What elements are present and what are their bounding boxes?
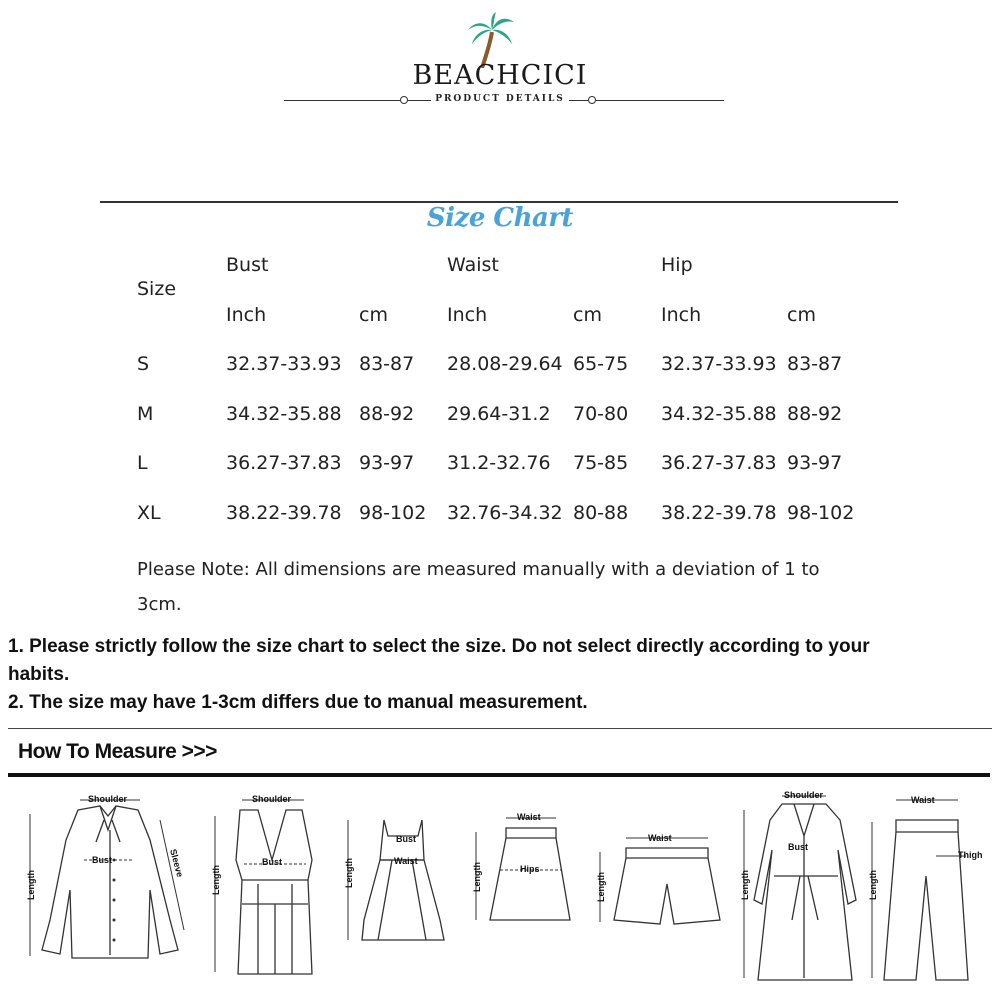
length-label: Length: [211, 865, 221, 895]
size-chart-title: Size Chart: [426, 203, 574, 233]
table-cell: 34.32-35.88: [226, 403, 342, 425]
table-cell: 93-97: [787, 452, 843, 474]
unit-header: Inch: [226, 304, 267, 326]
table-cell: 38.22-39.78: [226, 502, 342, 524]
table-cell: 83-87: [787, 353, 843, 375]
table-cell: 75-85: [573, 452, 629, 474]
size-header: Size: [137, 278, 177, 300]
table-cell: 32.37-33.93: [226, 353, 342, 375]
hip-header: Hip: [661, 254, 693, 276]
waist-label: Waist: [648, 833, 672, 843]
table-cell: 70-80: [573, 403, 629, 425]
length-label: Length: [472, 862, 482, 892]
table-cell: 98-102: [359, 502, 427, 524]
table-cell: 88-92: [359, 403, 415, 425]
how-to-measure-title: How To Measure >>>: [18, 740, 217, 763]
length-label: Length: [868, 870, 878, 900]
skirt-diagram: [472, 812, 570, 920]
how-to-measure-rule: [8, 773, 990, 777]
brand-name: BEACHCICI: [412, 60, 588, 91]
bust-label: Bust: [788, 842, 808, 852]
shoulder-label: Shoulder: [88, 794, 128, 804]
dress-diagram: [344, 820, 444, 940]
table-cell: 28.08-29.64: [447, 353, 563, 375]
unit-header: Inch: [447, 304, 488, 326]
table-cell: 32.37-33.93: [661, 353, 777, 375]
trousers-diagram: [868, 795, 983, 980]
table-cell: 93-97: [359, 452, 415, 474]
length-label: Length: [596, 872, 606, 902]
measurement-note: Please Note: All dimensions are measured manually with a deviation of 1 to: [137, 559, 820, 580]
bust-label: Bust: [262, 857, 282, 867]
unit-header: cm: [359, 304, 388, 326]
unit-header: Inch: [661, 304, 702, 326]
instruction-1-cont: habits.: [8, 664, 70, 685]
table-cell: 34.32-35.88: [661, 403, 777, 425]
bust-label: Bust: [396, 834, 416, 844]
unit-header: cm: [573, 304, 602, 326]
size-label: XL: [137, 502, 161, 524]
waist-label: Waist: [394, 856, 418, 866]
hips-label: Hips: [520, 864, 540, 874]
waist-header: Waist: [447, 254, 499, 276]
table-cell: 29.64-31.2: [447, 403, 551, 425]
bust-label: Bust: [92, 855, 112, 865]
measurement-diagrams: [0, 780, 1000, 1000]
table-cell: 65-75: [573, 353, 629, 375]
sleeve-label: Sleeve: [168, 847, 186, 879]
blouse-diagram: [26, 794, 185, 958]
length-label: Length: [740, 870, 750, 900]
size-label: M: [137, 403, 154, 425]
waist-label: Waist: [517, 812, 541, 822]
table-cell: 83-87: [359, 353, 415, 375]
table-cell: 88-92: [787, 403, 843, 425]
table-cell: 32.76-34.32: [447, 502, 563, 524]
table-cell: 31.2-32.76: [447, 452, 551, 474]
table-cell: 38.22-39.78: [661, 502, 777, 524]
tank-top-diagram: [211, 794, 312, 974]
instruction-1: 1. Please strictly follow the size chart to select the size. Do not select directly according to your: [8, 636, 870, 657]
table-cell: 98-102: [787, 502, 855, 524]
shorts-diagram: [596, 833, 720, 924]
coat-diagram: [740, 790, 856, 980]
table-cell: 36.27-37.83: [661, 452, 777, 474]
bust-header: Bust: [226, 254, 269, 276]
thigh-label: Thigh: [958, 850, 983, 860]
unit-header: cm: [787, 304, 816, 326]
size-label: S: [137, 353, 150, 375]
instruction-2: 2. The size may have 1-3cm differs due to manual measurement.: [8, 692, 588, 713]
brand-subtitle: PRODUCT DETAILS: [0, 94, 1000, 104]
shoulder-label: Shoulder: [784, 790, 824, 800]
waist-label: Waist: [911, 795, 935, 805]
table-cell: 36.27-37.83: [226, 452, 342, 474]
shoulder-label: Shoulder: [252, 794, 292, 804]
length-label: Length: [26, 870, 36, 900]
table-cell: 80-88: [573, 502, 629, 524]
section-divider: [8, 728, 992, 729]
size-label: L: [137, 452, 148, 474]
length-label: Length: [344, 858, 354, 888]
measurement-note-cont: 3cm.: [137, 594, 182, 615]
